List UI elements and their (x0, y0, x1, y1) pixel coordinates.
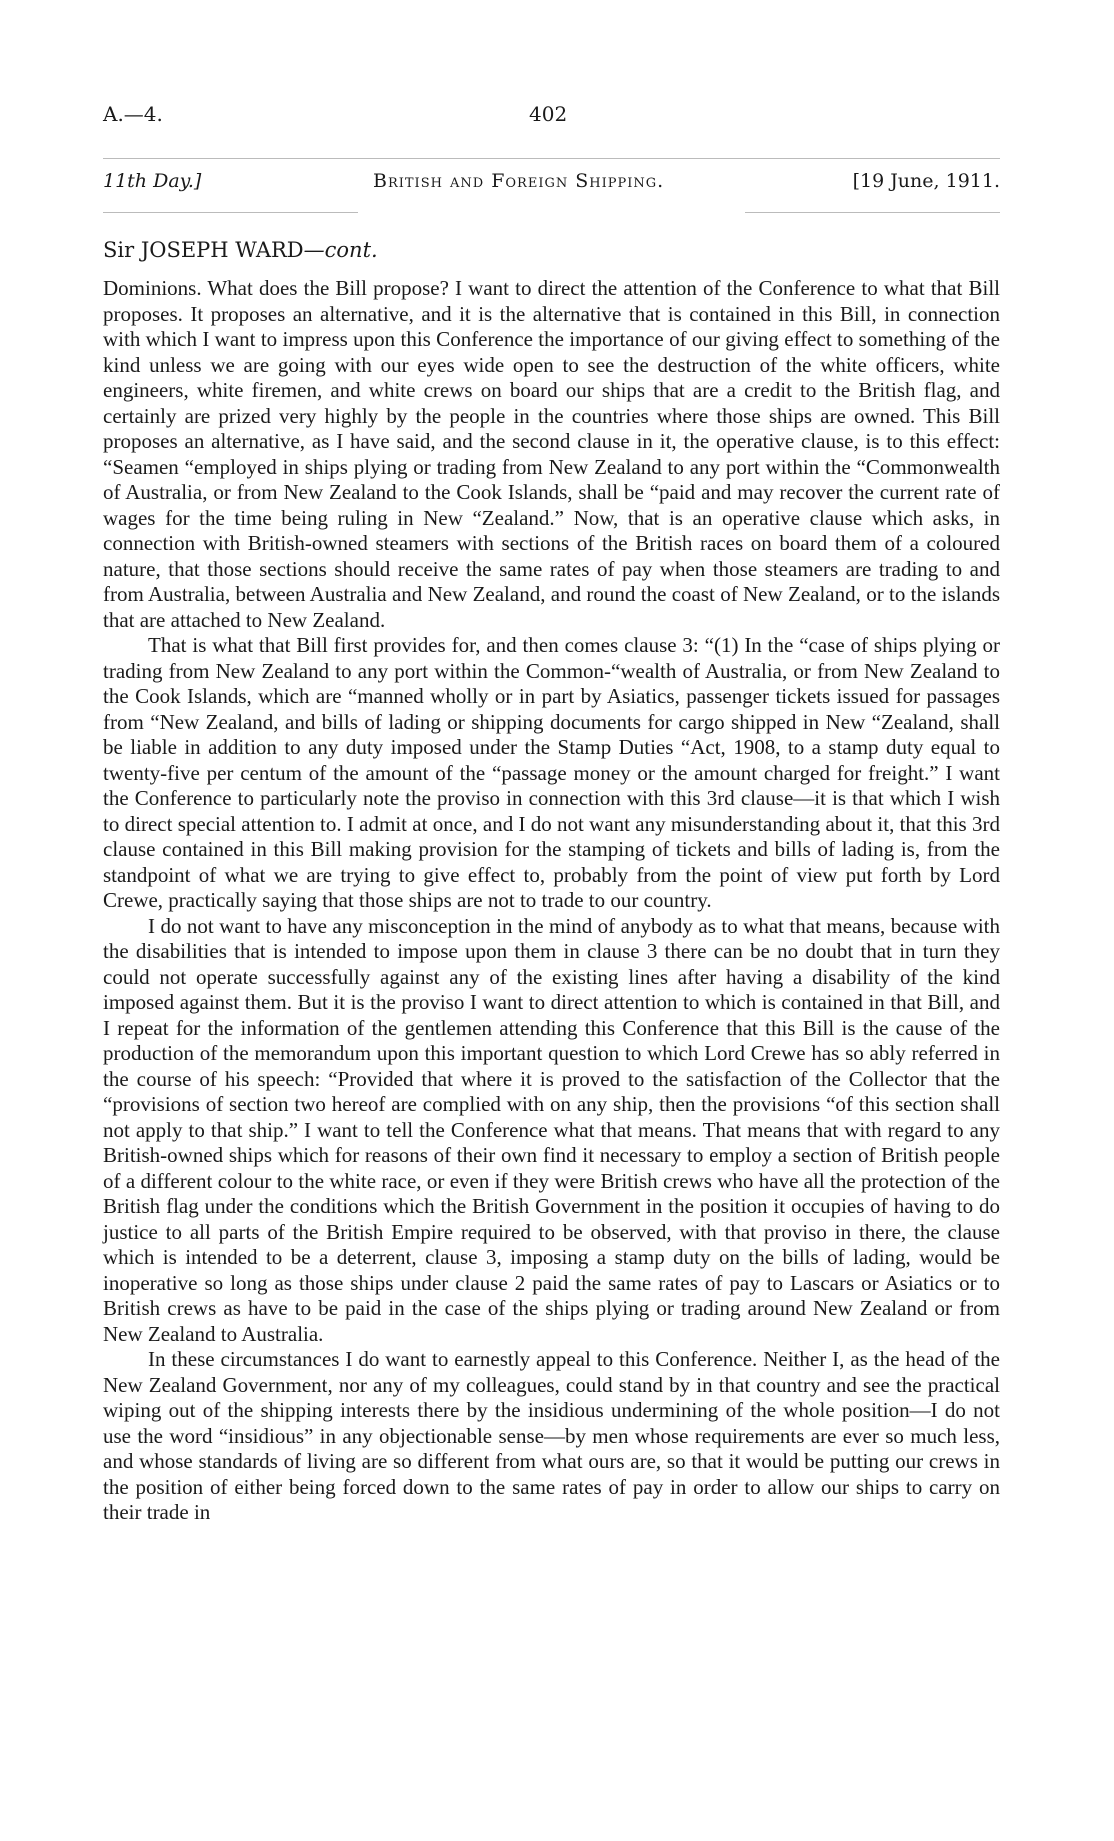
header-rule-bottom-left (103, 212, 358, 213)
paragraph-4: In these circumstances I do want to earnestly appeal to this Conference. Neither I, as the head of the New Zealand Government, nor any of my colleagues, could stand by in that country and see the practical wiping out of the shipping interests there by the insidious undermining of the whole position—I do not use the word “insidious” in any objectionable sense—by men whose requirements are ever so much less, and whose standards of living are so different from what ours are, so that it would be putting our crews in the position of either being forced down to the same rates of pay in order to allow our ships to carry on their trade in (103, 1347, 1000, 1524)
paragraph-1: Dominions. What does the Bill propose? I want to direct the attention of the Conference to what that Bill proposes. It proposes an alternative, and it is the alternative that is contained in this Bill, in connection with which I want to impress upon this Conference the importance of our giving effect to something of the kind unless we are going with our eyes wide open to see the destruction of the white officers, white engineers, white firemen, and white crews on board our ships that are a credit to the British flag, and certainly are prized very highly by the people in the countries where those ships are owned. This Bill proposes an alternative, as I have said, and the second clause in it, the operative clause, is to this effect: “Seamen “employed in ships plying or trading from New Zealand to any port within the “Commonwealth of Australia, or from New Zealand to the Cook Islands, shall be “paid and may recover the current rate of wages for the time being ruling in New “Zealand.” Now, that is an operative clause which asks, in connection with British-owned steamers with sections of the British races on board them of a coloured nature, that those sections should receive the same rates of pay when those steamers are trading to and from Australia, between Australia and New Zealand, and round the coast of New Zealand, or to the islands that are attached to New Zealand. (103, 276, 1000, 632)
page-number: 402 (529, 102, 568, 126)
paragraph-2: That is what that Bill first provides for, and then comes clause 3: “(1) In the “case of ships plying or trading from New Zealand to any port within the Common-“wealth of Australia, or from New Zealand to the Cook Islands, which are “manned wholly or in part by Asiatics, passenger tickets issued for passages from “New Zealand, and bills of lading or shipping documents for cargo shipped in New “Zealand, shall be liable in addition to any duty imposed under the Stamp Duties “Act, 1908, to a stamp duty equal to twenty-five per centum of the amount of the “passage money or the amount charged for freight.” I want the Conference to particularly note the proviso in connection with this 3rd clause—it is that which I wish to direct special attention to. I admit at once, and I do not want any misunderstanding about it, that this 3rd clause contained in this Bill making provision for the stamping of tickets and bills of lading is, from the standpoint of what we are trying to give effect to, probably from the point of view put forth by Lord Crewe, practically saying that those ships are not to trade to our country. (103, 633, 1000, 912)
speaker-heading (103, 238, 378, 262)
header-rule-bottom-right (745, 212, 1000, 213)
document-reference: A.—4. (103, 102, 163, 126)
speaker-name: Sir JOSEPH WARD (103, 238, 304, 262)
running-head (103, 170, 1000, 200)
running-head-date: [19 June, 1911. (852, 170, 1000, 192)
paragraph-3: I do not want to have any misconception in the mind of anybody as to what that means, because with the disabilities that is intended to impose upon them in clause 3 there can be no doubt that in turn they could not operate successfully against any of the existing lines after having a disability of the kind imposed against them. But it is the proviso I want to direct attention to which is contained in that Bill, and I repeat for the information of the gentlemen attending this Conference that this Bill is the cause of the production of the memorandum upon this important question to which Lord Crewe has so ably referred in the course of his speech: “Provided that where it is proved to the satisfaction of the Collector that the “provisions of section two hereof are complied with on any ship, then the provisions “of this section shall not apply to that ship.” I want to tell the Conference what that means. That means that with regard to any British-owned ships which for reasons of their own find it necessary to employ a section of British people of a different colour to the white race, or even if they were British crews who have all the protection of the British flag under the conditions which the British Government in the position it occupies of having to do justice to all parts of the British Empire required to be observed, with that proviso in there, the clause which is intended to be a deterrent, clause 3, imposing a stamp duty on the bills of lading, would be inoperative so long as those ships under clause 2 paid the same rates of pay to Lascars or Asiatics or to British crews as have to be paid in the case of the ships plying or trading around New Zealand or from New Zealand to Australia. (103, 913, 1000, 1346)
header-rule-top (103, 158, 1000, 159)
body-text (103, 276, 1000, 1526)
page-header (103, 102, 1000, 132)
running-head-day: 11th Day.] (103, 170, 202, 192)
speaker-cont: —cont. (303, 238, 378, 262)
running-head-title: British and Foreign Shipping. (373, 170, 665, 192)
